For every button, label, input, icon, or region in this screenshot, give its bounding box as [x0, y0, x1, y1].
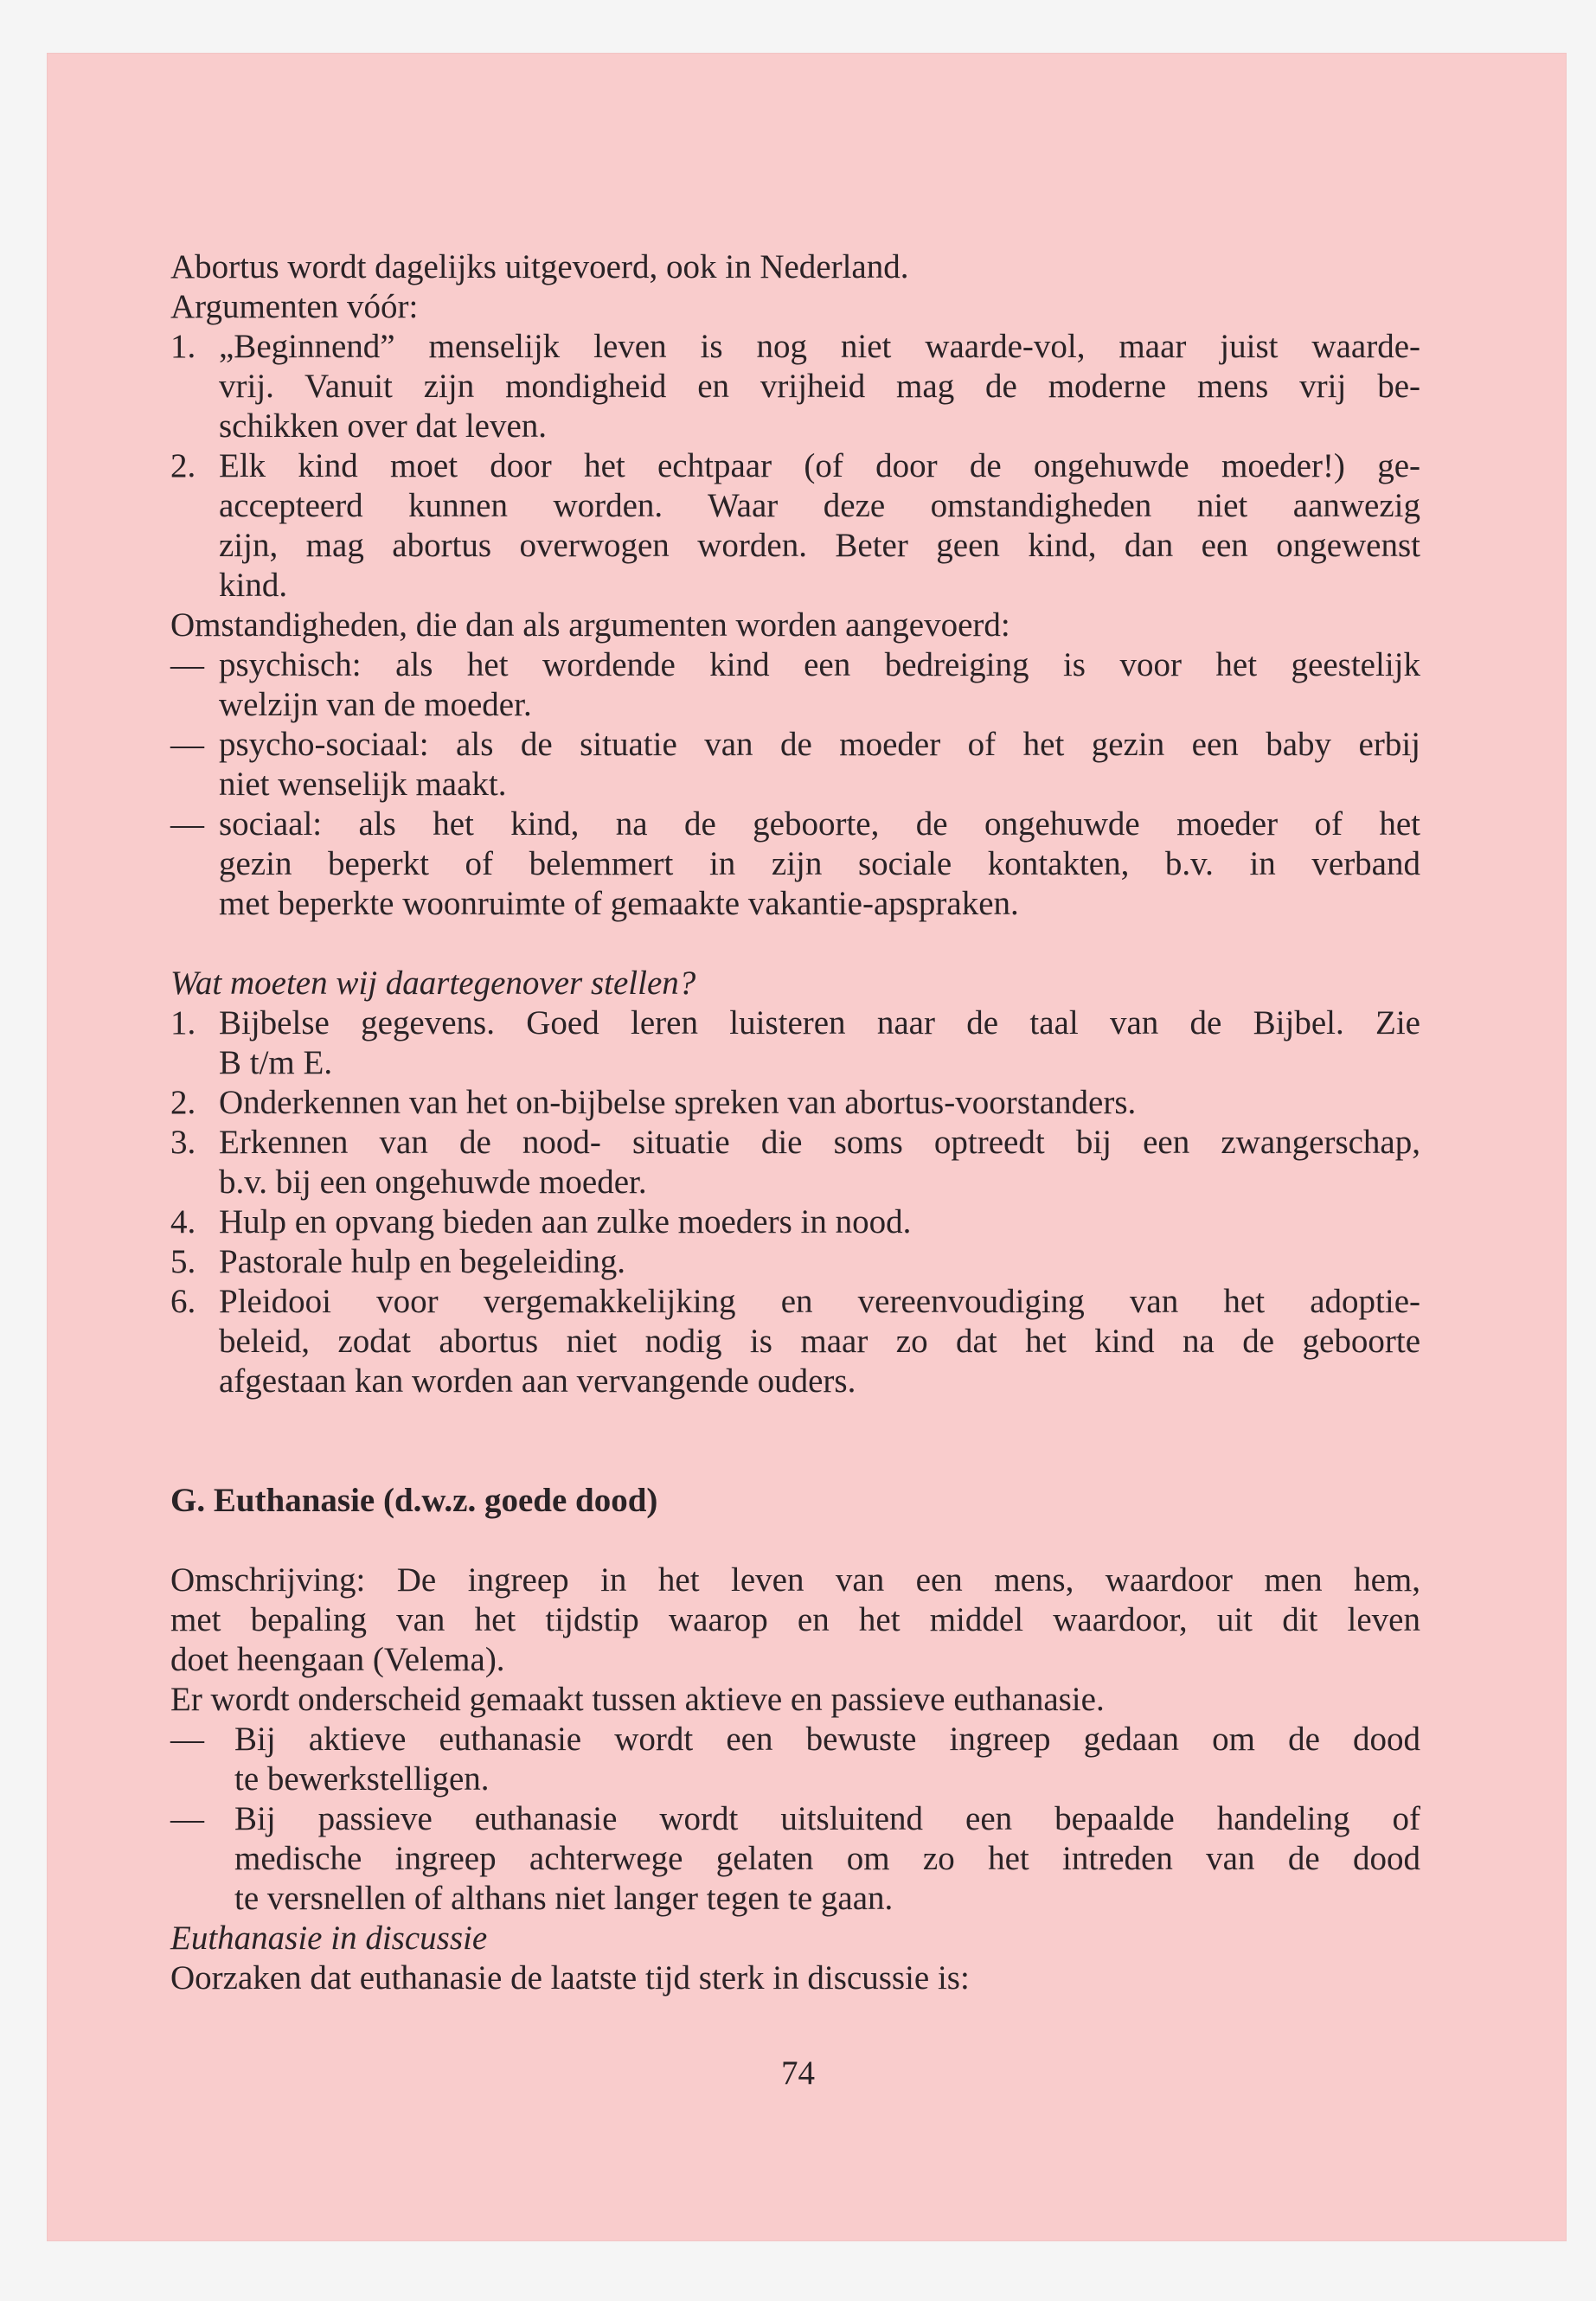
argument-line: „Beginnend” menselijk leven is nog niet waarde-vol, maar juist waarde-: [219, 328, 1420, 365]
list-number: 2.: [170, 447, 196, 484]
circumstance-item: [170, 645, 1420, 725]
argument-item: [170, 446, 1420, 606]
response-line: B t/m E.: [219, 1044, 333, 1081]
argument-line: zijn, mag abortus overwogen worden. Beter geen kind, dan een ongewenst: [219, 527, 1420, 564]
circumstance-line: gezin beperkt of belemmert in zijn sociale kontakten, b.v. in verband: [219, 845, 1420, 882]
list-number: 3.: [170, 1124, 196, 1161]
page-number: 74: [781, 2054, 815, 2092]
dash-bullet: —: [170, 1800, 204, 1837]
argument-line: kind.: [219, 567, 288, 604]
list-number: 4.: [170, 1203, 196, 1240]
response-line: afgestaan kan worden aan vervangende ouders.: [219, 1362, 856, 1400]
circumstance-line: psycho-sociaal: als de situatie van de moeder of het gezin een baby erbij: [219, 726, 1420, 763]
euthanasia-type-line: te versnellen of althans niet langer tegen te gaan.: [234, 1880, 894, 1917]
list-number: 1.: [170, 328, 196, 365]
distinction-line: Er wordt onderscheid gemaakt tussen aktieve en passieve euthanasie.: [170, 1681, 1105, 1718]
section-title: G. Euthanasie (d.w.z. goede dood): [170, 1482, 658, 1519]
list-number: 2.: [170, 1084, 196, 1121]
argument-line: schikken over dat leven.: [219, 407, 548, 445]
response-line: Bijbelse gegevens. Goed leren luisteren naar de taal van de Bijbel. Zie: [219, 1004, 1420, 1042]
argument-line: Elk kind moet door het echtpaar (of door de ongehuwde moeder!) ge-: [219, 447, 1420, 484]
response-line: Hulp en opvang bieden aan zulke moeders in nood.: [219, 1203, 912, 1240]
arguments-heading: Argumenten vóór:: [170, 288, 419, 325]
response-item: [170, 1083, 1420, 1123]
circumstance-item: [170, 804, 1420, 924]
response-item: [170, 1003, 1420, 1083]
circumstance-line: niet wenselijk maakt.: [219, 766, 507, 803]
circumstance-item: [170, 725, 1420, 804]
dash-bullet: —: [170, 726, 204, 763]
response-line: Pleidooi voor vergemakkelijking en vereenvoudiging van het adoptie-: [219, 1283, 1420, 1320]
euthanasia-type-line: Bij aktieve euthanasie wordt een bewuste ingreep gedaan om de dood: [234, 1721, 1420, 1758]
euthanasia-type-line: te bewerkstelligen.: [234, 1760, 490, 1798]
circumstances-heading: Omstandigheden, die dan als argumenten worden aangevoerd:: [170, 606, 1010, 644]
dash-bullet: —: [170, 646, 204, 683]
response-heading: Wat moeten wij daartegenover stellen?: [170, 965, 696, 1002]
euthanasia-type-line: Bij passieve euthanasie wordt uitsluitend een bepaalde handeling of: [234, 1800, 1420, 1837]
discussion-subheading: Euthanasie in discussie: [170, 1920, 488, 1957]
definition-line: met bepaling van het tijdstip waarop en het middel waardoor, uit dit leven: [170, 1601, 1420, 1638]
list-number: 1.: [170, 1004, 196, 1042]
circumstance-line: welzijn van de moeder.: [219, 686, 532, 723]
response-line: Erkennen van de nood- situatie die soms optreedt bij een zwangerschap,: [219, 1124, 1420, 1161]
dash-bullet: —: [170, 805, 204, 843]
argument-line: accepteerd kunnen worden. Waar deze omstandigheden niet aanwezig: [219, 487, 1420, 524]
euthanasia-type-line: medische ingreep achterwege gelaten om zo het intreden van de dood: [234, 1840, 1420, 1877]
response-line: beleid, zodat abortus niet nodig is maar zo dat het kind na de geboorte: [219, 1323, 1420, 1360]
definition-line: doet heengaan (Velema).: [170, 1641, 505, 1678]
dash-bullet: —: [170, 1721, 204, 1758]
list-number: 6.: [170, 1283, 196, 1320]
argument-line: vrij. Vanuit zijn mondigheid en vrijheid mag de moderne mens vrij be-: [219, 368, 1420, 405]
intro-line: Abortus wordt dagelijks uitgevoerd, ook in Nederland.: [170, 248, 909, 285]
causes-line: Oorzaken dat euthanasie de laatste tijd sterk in discussie is:: [170, 1959, 970, 1997]
definition-line: Omschrijving: De ingreep in het leven van een mens, waardoor men hem,: [170, 1561, 1420, 1599]
circumstance-line: sociaal: als het kind, na de geboorte, de ongehuwde moeder of het: [219, 805, 1420, 843]
euthanasia-type-item: [170, 1799, 1420, 1919]
circumstance-line: met beperkte woonruimte of gemaakte vakantie-apspraken.: [219, 885, 1019, 922]
page-content: [170, 247, 1420, 1998]
response-item: [170, 1282, 1420, 1401]
circumstance-line: psychisch: als het wordende kind een bedreiging is voor het geestelijk: [219, 646, 1420, 683]
argument-item: [170, 327, 1420, 446]
response-item: [170, 1202, 1420, 1242]
response-item: [170, 1123, 1420, 1202]
response-line: Onderkennen van het on-bijbelse spreken van abortus-voorstanders.: [219, 1084, 1137, 1121]
euthanasia-type-item: [170, 1720, 1420, 1799]
response-line: Pastorale hulp en begeleiding.: [219, 1243, 626, 1280]
response-item: [170, 1242, 1420, 1282]
response-line: b.v. bij een ongehuwde moeder.: [219, 1163, 647, 1201]
list-number: 5.: [170, 1243, 196, 1280]
